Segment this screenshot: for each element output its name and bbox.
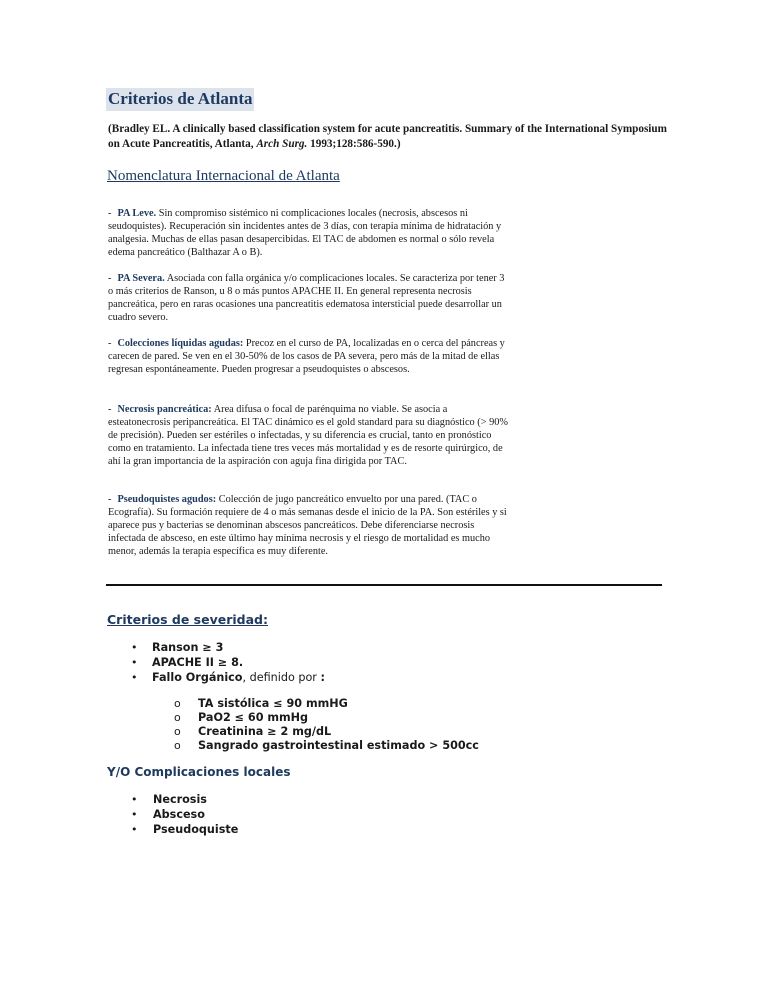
definition-term: PA Severa. (117, 273, 165, 284)
severity-item-fallo-rest: , definido por (242, 671, 321, 684)
dash-marker: - (108, 338, 112, 349)
citation-journal: Arch Surg. (256, 138, 308, 150)
criterion-creatinina: Creatinina ≥ 2 mg/dL (198, 725, 332, 738)
definition-text: Sin compromiso sistémico ni complicaciones locales (necrosis, abscesos ni seudoquistes). Recuperación sin incidentes antes de 3 días, con terapia mínima de hidratación y analgesia. Muchas de ellas pasan desapercibidas. El TAC de abdomen es normal o sólo revela edema pancreático (Balthazar A o B). (108, 208, 502, 258)
definition-term: Necrosis pancreática: (117, 404, 212, 415)
definition-text: Area difusa o focal de parénquima no viable. Se asocia a esteatonecrosis peripancreática. El TAC dinámico es el gold standard para su diagnóstico (> 90% de precisión). Pueden ser estériles o infectadas, y su diferencia es crucial, tanto en pronóstico como en tratamiento. La infectada tiene tres veces más mortalidad y es de resorte quirúrgico, de ahí la gran importancia de la aspiración con aguja fina dirigida por TAC. (108, 404, 508, 467)
section-heading: Nomenclatura Internacional de Atlanta (107, 168, 340, 184)
criterion-pao2: PaO2 ≤ 60 mmHg (198, 711, 309, 724)
citation-reference: 1993;128:586-590.) (307, 138, 401, 150)
definition-term: Colecciones líquidas agudas: (117, 338, 244, 349)
criterion-sangrado: Sangrado gastrointestinal estimado > 500cc (198, 739, 479, 752)
definition-term: Pseudoquistes agudos: (117, 494, 217, 505)
circle-bullet-icon: o (174, 739, 181, 752)
definition-necrosis (108, 403, 508, 468)
page-title: Criterios de Atlanta (106, 88, 254, 111)
citation (108, 122, 668, 152)
definition-pa-severa (108, 272, 508, 324)
severity-item-ranson: Ranson ≥ 3 (152, 641, 224, 654)
dash-marker: - (108, 273, 112, 284)
circle-bullet-icon: o (174, 711, 181, 724)
dash-marker: - (108, 494, 112, 505)
bullet-icon: • (131, 793, 138, 806)
bullet-icon: • (131, 641, 138, 654)
criterion-ta: TA sistólica ≤ 90 mmHG (198, 697, 348, 710)
complications-heading: Y/O Complicaciones locales (107, 765, 291, 779)
dash-marker: - (108, 208, 112, 219)
circle-bullet-icon: o (174, 697, 181, 710)
bullet-icon: • (131, 671, 138, 684)
definition-pa-leve (108, 207, 508, 259)
definition-pseudoquistes (108, 493, 508, 558)
circle-bullet-icon: o (174, 725, 181, 738)
bullet-icon: • (131, 808, 138, 821)
complication-pseudoquiste: Pseudoquiste (153, 823, 239, 836)
severity-item-apache: APACHE II ≥ 8. (152, 656, 244, 669)
bullet-icon: • (131, 823, 138, 836)
severity-item-fallo-colon: : (320, 671, 325, 684)
complication-absceso: Absceso (153, 808, 205, 821)
severity-heading: Criterios de severidad: (107, 612, 269, 627)
definition-text: Colección de jugo pancreático envuelto por una pared. (TAC o Ecografía). Su formación requiere de 4 o más semanas desde el inicio de la PA. Son estériles y si aparece pus y bacterias se denominan abscesos pancreáticos. Debe diferenciarse necrosis infectada de absceso, en este último hay mínima necrosis y el riesgo de mortalidad es mucho menor, además la terapia específica es muy diferente. (108, 494, 507, 557)
dash-marker: - (108, 404, 112, 415)
complication-necrosis: Necrosis (153, 793, 207, 806)
citation-text: (Bradley EL. A clinically based classification system for acute pancreatitis. Summary of the International Symposium on Acute Pancreatitis, Atlanta, (108, 123, 667, 150)
definition-term: PA Leve. (117, 208, 157, 219)
definition-colecciones (108, 337, 508, 376)
bullet-icon: • (131, 656, 138, 669)
definition-text: Precoz en el curso de PA, localizadas en o cerca del páncreas y carecen de pared. Se ven en el 30-50% de los casos de PA severa, pero más de la mitad de ellas regresan espontáneamente. Pueden progresar a pseudoquistes o abscesos. (108, 338, 505, 375)
definition-text: Asociada con falla orgánica y/o complicaciones locales. Se caracteriza por tener 3 o más criterios de Ranson, u 8 o más puntos APACHE II. En general representa necrosis pancreática, pero en raras ocasiones una pancreatitis edematosa intersticial puede desarrollar un cuadro severo. (108, 273, 505, 323)
horizontal-divider (106, 584, 662, 586)
severity-item-fallo: Fallo Orgánico (152, 671, 243, 684)
